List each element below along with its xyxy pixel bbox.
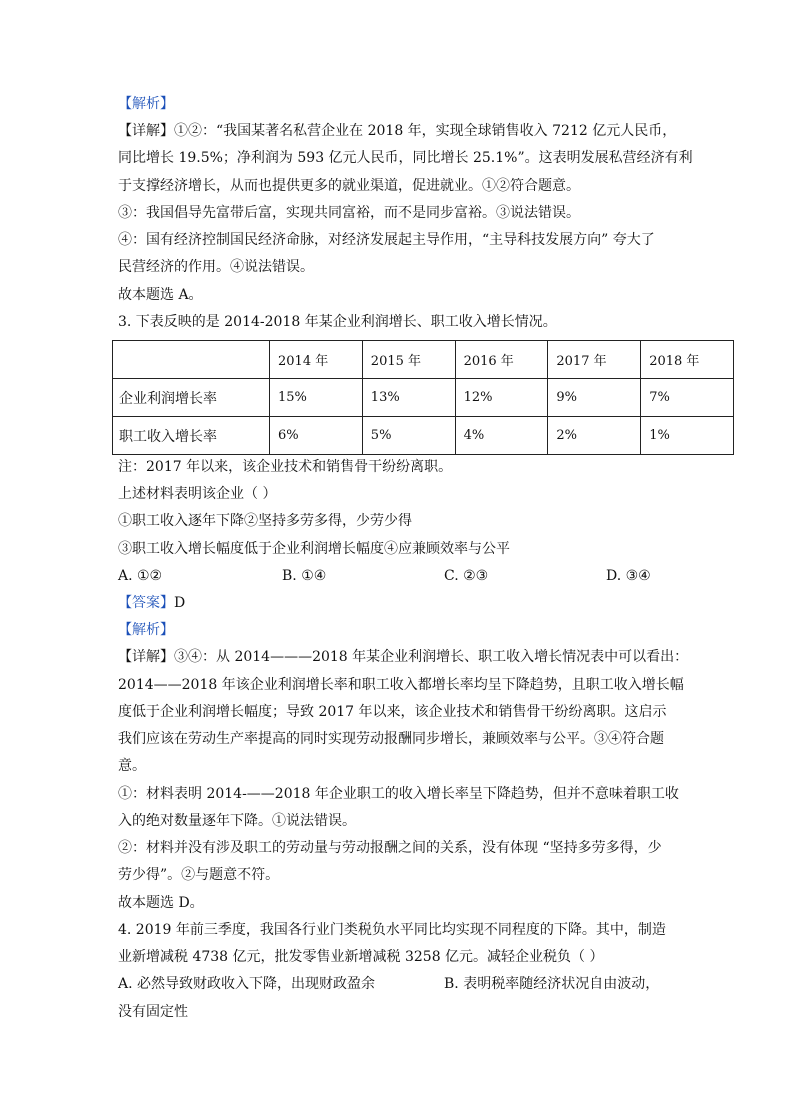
table-cell: 2014 年 (270, 341, 363, 379)
option-d: D. ③④ (606, 568, 651, 584)
table-row (113, 379, 734, 417)
table-cell: 2017 年 (548, 341, 641, 379)
table-note: 注：2017 年以来，该企业技术和销售骨干纷纷离职。 (118, 459, 453, 475)
table-row-header: 企业利润增长率 (113, 379, 270, 417)
analysis-line: ①：材料表明 2014-——2018 年企业职工的收入增长率呈下降趋势，但并不意味着职工收 (118, 786, 679, 802)
table-row-header: 职工收入增长率 (113, 417, 270, 455)
conclusion-line: 故本题选 D。 (118, 895, 204, 911)
table-row (113, 417, 734, 455)
table-cell: 2% (548, 417, 641, 455)
analysis-line: 【详解】③④：从 2014———2018 年某企业利润增长、职工收入增长情况表中可以看出： (118, 649, 689, 665)
analysis-line: 同比增长 19.5%；净利润为 593 亿元人民币，同比增长 25.1%”。这表明发展私营经济有利 (118, 150, 693, 166)
table-cell: 9% (548, 379, 641, 417)
table-cell: 7% (641, 379, 734, 417)
option-a: A. 必然导致财政收入下降，出现财政盈余 (118, 976, 376, 992)
analysis-line: ③：我国倡导先富带后富，实现共同富裕，而不是同步富裕。③说法错误。 (118, 205, 580, 221)
option-a: A. ①② (118, 568, 163, 584)
analysis-line: 2014——2018 年该企业利润增长率和职工收入都增长率均呈下降趋势，且职工收入增长幅 (118, 677, 684, 693)
statement-line: ③职工收入增长幅度低于企业利润增长幅度④应兼顾效率与公平 (118, 541, 510, 557)
table-cell: 2015 年 (362, 341, 455, 379)
table-cell: 1% (641, 417, 734, 455)
analysis-line: 劳少得”。②与题意不符。 (118, 867, 280, 883)
analysis-tag: 【解析】 (118, 622, 174, 638)
conclusion-line: 故本题选 A。 (118, 287, 203, 303)
table-cell: 2018 年 (641, 341, 734, 379)
question-4-stem: 4. 2019 年前三季度，我国各行业门类税负水平同比均实现不同程度的下降。其中，制造 (118, 922, 666, 938)
answer-tag: 【答案】 (118, 595, 174, 611)
analysis-line: 度低于企业利润增长幅度；导致 2017 年以来，该企业技术和销售骨干纷纷离职。这启示 (118, 704, 667, 720)
option-c: C. ②③ (444, 568, 489, 584)
answer-value: D (174, 595, 186, 611)
statement-line: ①职工收入逐年下降②坚持多劳多得，少劳少得 (118, 513, 412, 529)
answer-line (118, 593, 185, 613)
question-3-stem: 3. 下表反映的是 2014-2018 年某企业利润增长、职工收入增长情况。 (118, 314, 557, 330)
table-cell: 2016 年 (455, 341, 548, 379)
analysis-tag: 【解析】 (118, 96, 174, 112)
analysis-line: 于支撑经济增长，从而也提供更多的就业渠道，促进就业。①②符合题意。 (118, 178, 580, 194)
table-cell: 6% (270, 417, 363, 455)
profit-income-table (112, 340, 734, 455)
analysis-line: 我们应该在劳动生产率提高的同时实现劳动报酬同步增长，兼顾效率与公平。③④符合题 (118, 731, 664, 747)
analysis-line: 民营经济的作用。④说法错误。 (118, 259, 314, 275)
table-header-row (113, 341, 734, 379)
analysis-line: ②：材料并没有涉及职工的劳动量与劳动报酬之间的关系，没有体现 “坚持多劳多得，少 (118, 840, 662, 856)
analysis-line: 【详解】①②：“我国某著名私营企业在 2018 年，实现全球销售收入 7212 亿元人民币， (118, 123, 677, 139)
table-cell: 15% (270, 379, 363, 417)
table-cell: 13% (362, 379, 455, 417)
analysis-line: ④：国有经济控制国民经济命脉，对经济发展起主导作用，“主导科技发展方向” 夸大了 (118, 232, 655, 248)
analysis-line: 入的绝对数量逐年下降。①说法错误。 (118, 813, 356, 829)
table-cell: 5% (362, 417, 455, 455)
question-4-stem: 业新增减税 4738 亿元，批发零售业新增减税 3258 亿元。减轻企业税负（ ） (118, 949, 604, 965)
option-b: B. 表明税率随经济状况自由波动， (444, 976, 660, 992)
analysis-line: 意。 (118, 758, 146, 774)
table-cell (113, 341, 270, 379)
question-3-prompt: 上述材料表明该企业（ ） (118, 486, 277, 502)
table-cell: 4% (455, 417, 548, 455)
table-cell: 12% (455, 379, 548, 417)
option-b: B. ①④ (282, 568, 327, 584)
option-b-continuation: 没有固定性 (118, 1004, 188, 1020)
